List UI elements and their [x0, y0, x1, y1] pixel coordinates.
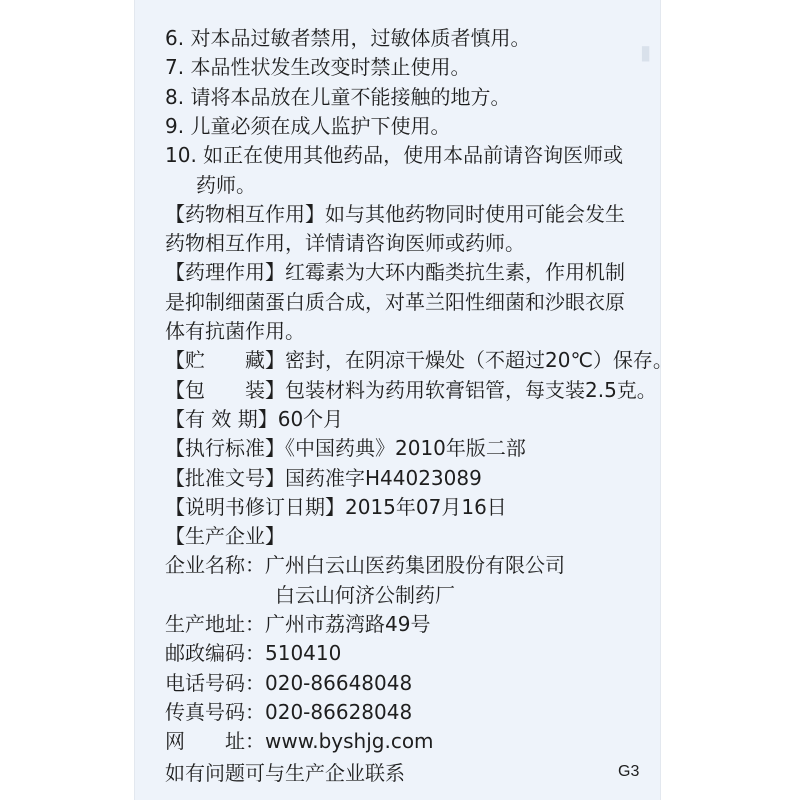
pharmacology-heading: 【药理作用】红霉素为大环内酯类抗生素，作用机制: [165, 260, 625, 285]
precaution-8: 8. 请将本品放在儿童不能接触的地方。: [165, 84, 511, 109]
approval-number: 【批准文号】国药准字H44023089: [165, 465, 482, 490]
contact-note: 如有问题可与生产企业联系: [165, 760, 405, 785]
company-name: 企业名称：广州白云山医药集团股份有限公司: [165, 553, 565, 578]
storage: 【贮 藏】密封，在阴凉干燥处（不超过20℃）保存。: [165, 348, 673, 373]
company-name-cont: 白云山何济公制药厂: [275, 582, 455, 607]
manufacturer-heading: 【生产企业】: [165, 524, 285, 549]
pharmacology-cont-1: 是抑制细菌蛋白质合成，对革兰阳性细菌和沙眼衣原: [165, 289, 625, 314]
website: 网 址：www.byshjg.com: [165, 729, 434, 754]
address: 生产地址：广州市荔湾路49号: [165, 612, 431, 636]
revision-date: 【说明书修订日期】2015年07月16日: [165, 494, 507, 519]
precaution-10-cont: 药师。: [196, 172, 256, 197]
phone: 电话号码：020-86648048: [165, 670, 413, 695]
precaution-9: 9. 儿童必须在成人监护下使用。: [165, 113, 451, 138]
precaution-10: 10. 如正在使用其他药品，使用本品前请咨询医师或: [165, 143, 624, 168]
pharmacology-cont-2: 体有抗菌作用。: [165, 319, 305, 343]
postal-code: 邮政编码：510410: [165, 641, 342, 666]
fax: 传真号码：020-86628048: [165, 699, 413, 724]
shelf-life: 【有 效 期】60个月: [165, 406, 344, 431]
interactions-heading: 【药物相互作用】如与其他药物同时使用可能会发生: [165, 201, 625, 226]
page-code: G3: [618, 762, 640, 780]
interactions-cont: 药物相互作用，详情请咨询医师或药师。: [165, 231, 525, 256]
packaging: 【包 装】包装材料为药用软膏铝管，每支装2.5克。: [165, 377, 657, 402]
precaution-6: 6. 对本品过敏者禁用，过敏体质者慎用。: [165, 26, 531, 50]
precaution-7: 7. 本品性状发生改变时禁止使用。: [165, 55, 471, 80]
bleed-through-mark: ▮: [640, 40, 652, 64]
standard: 【执行标准】《中国药典》2010年版二部: [165, 436, 526, 461]
